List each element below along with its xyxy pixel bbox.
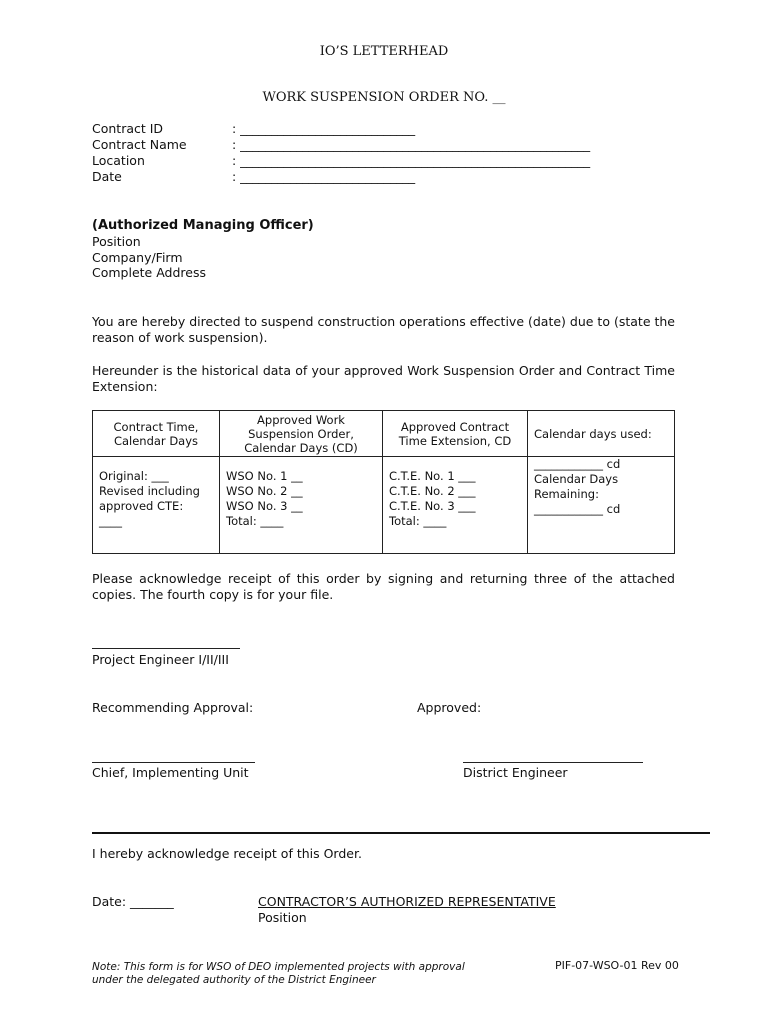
table-header-wso: Approved Work Suspension Order, Calendar Days (CD) bbox=[220, 411, 383, 457]
field-label-contract-name: Contract Name bbox=[92, 137, 187, 152]
table-cell-calendar-days: ____________ cd Calendar Days Remaining: ____________ cd bbox=[528, 457, 675, 554]
directive-paragraph: You are hereby directed to suspend construction operations effective (date) due to (state the reason of work suspension). bbox=[92, 314, 675, 345]
addressee-address: Complete Address bbox=[92, 265, 206, 280]
letterhead-title: IO’S LETTERHEAD bbox=[319, 44, 449, 59]
district-engineer-label: District Engineer bbox=[463, 765, 568, 780]
field-label-location: Location bbox=[92, 153, 145, 168]
table-cell-wso: WSO No. 1 __ WSO No. 2 __ WSO No. 3 __ Total: ____ bbox=[220, 457, 383, 554]
project-engineer-label: Project Engineer I/II/III bbox=[92, 652, 229, 667]
field-value-date[interactable]: : ____________________________ bbox=[232, 169, 416, 184]
acknowledgement-date[interactable]: Date: _______ bbox=[92, 894, 174, 909]
acknowledge-instructions: Please acknowledge receipt of this order by signing and returning three of the attached copies. The fourth copy is for your file. bbox=[92, 571, 675, 602]
contractor-position-label: Position bbox=[258, 910, 307, 925]
table-cell-contract-time: Original: ___ Revised including approved CTE: ____ bbox=[93, 457, 220, 554]
field-label-date: Date bbox=[92, 169, 122, 184]
approved-label: Approved: bbox=[417, 700, 482, 715]
field-value-contract-id[interactable]: : ____________________________ bbox=[232, 121, 416, 136]
project-engineer-signature-line[interactable] bbox=[92, 648, 240, 649]
acknowledgement-text: I hereby acknowledge receipt of this Order. bbox=[92, 846, 362, 861]
footer-note-line1: Note: This form is for WSO of DEO implemented projects with approval bbox=[92, 961, 465, 973]
table-header-contract-time: Contract Time, Calendar Days bbox=[93, 411, 220, 457]
footer-note-line2: under the delegated authority of the District Engineer bbox=[92, 974, 376, 986]
district-engineer-signature-line[interactable] bbox=[463, 762, 643, 763]
table-cell-cte: C.T.E. No. 1 ___ C.T.E. No. 2 ___ C.T.E. No. 3 ___ Total: ____ bbox=[383, 457, 528, 554]
addressee-company: Company/Firm bbox=[92, 250, 183, 265]
field-value-location[interactable]: : ________________________________________________________ bbox=[232, 153, 591, 168]
addressee-name: (Authorized Managing Officer) bbox=[92, 218, 314, 233]
recommending-approval-label: Recommending Approval: bbox=[92, 700, 254, 715]
chief-label: Chief, Implementing Unit bbox=[92, 765, 249, 780]
contractor-representative-label: CONTRACTOR’S AUTHORIZED REPRESENTATIVE bbox=[258, 894, 556, 909]
section-divider bbox=[92, 832, 710, 834]
table-header-cte: Approved Contract Time Extension, CD bbox=[383, 411, 528, 457]
historical-data-table bbox=[92, 410, 675, 554]
table-header-row bbox=[93, 411, 675, 457]
chief-signature-line[interactable] bbox=[92, 762, 255, 763]
table-row bbox=[93, 457, 675, 554]
form-code: PIF-07-WSO-01 Rev 00 bbox=[555, 959, 679, 972]
table-header-days-used: Calendar days used: bbox=[528, 411, 675, 457]
field-label-contract-id: Contract ID bbox=[92, 121, 164, 136]
field-value-contract-name[interactable]: : ________________________________________________________ bbox=[232, 137, 591, 152]
historical-data-paragraph: Hereunder is the historical data of your approved Work Suspension Order and Contract Time Extension: bbox=[92, 363, 675, 394]
order-title: WORK SUSPENSION ORDER NO. __ bbox=[262, 90, 506, 105]
addressee-position: Position bbox=[92, 234, 141, 249]
